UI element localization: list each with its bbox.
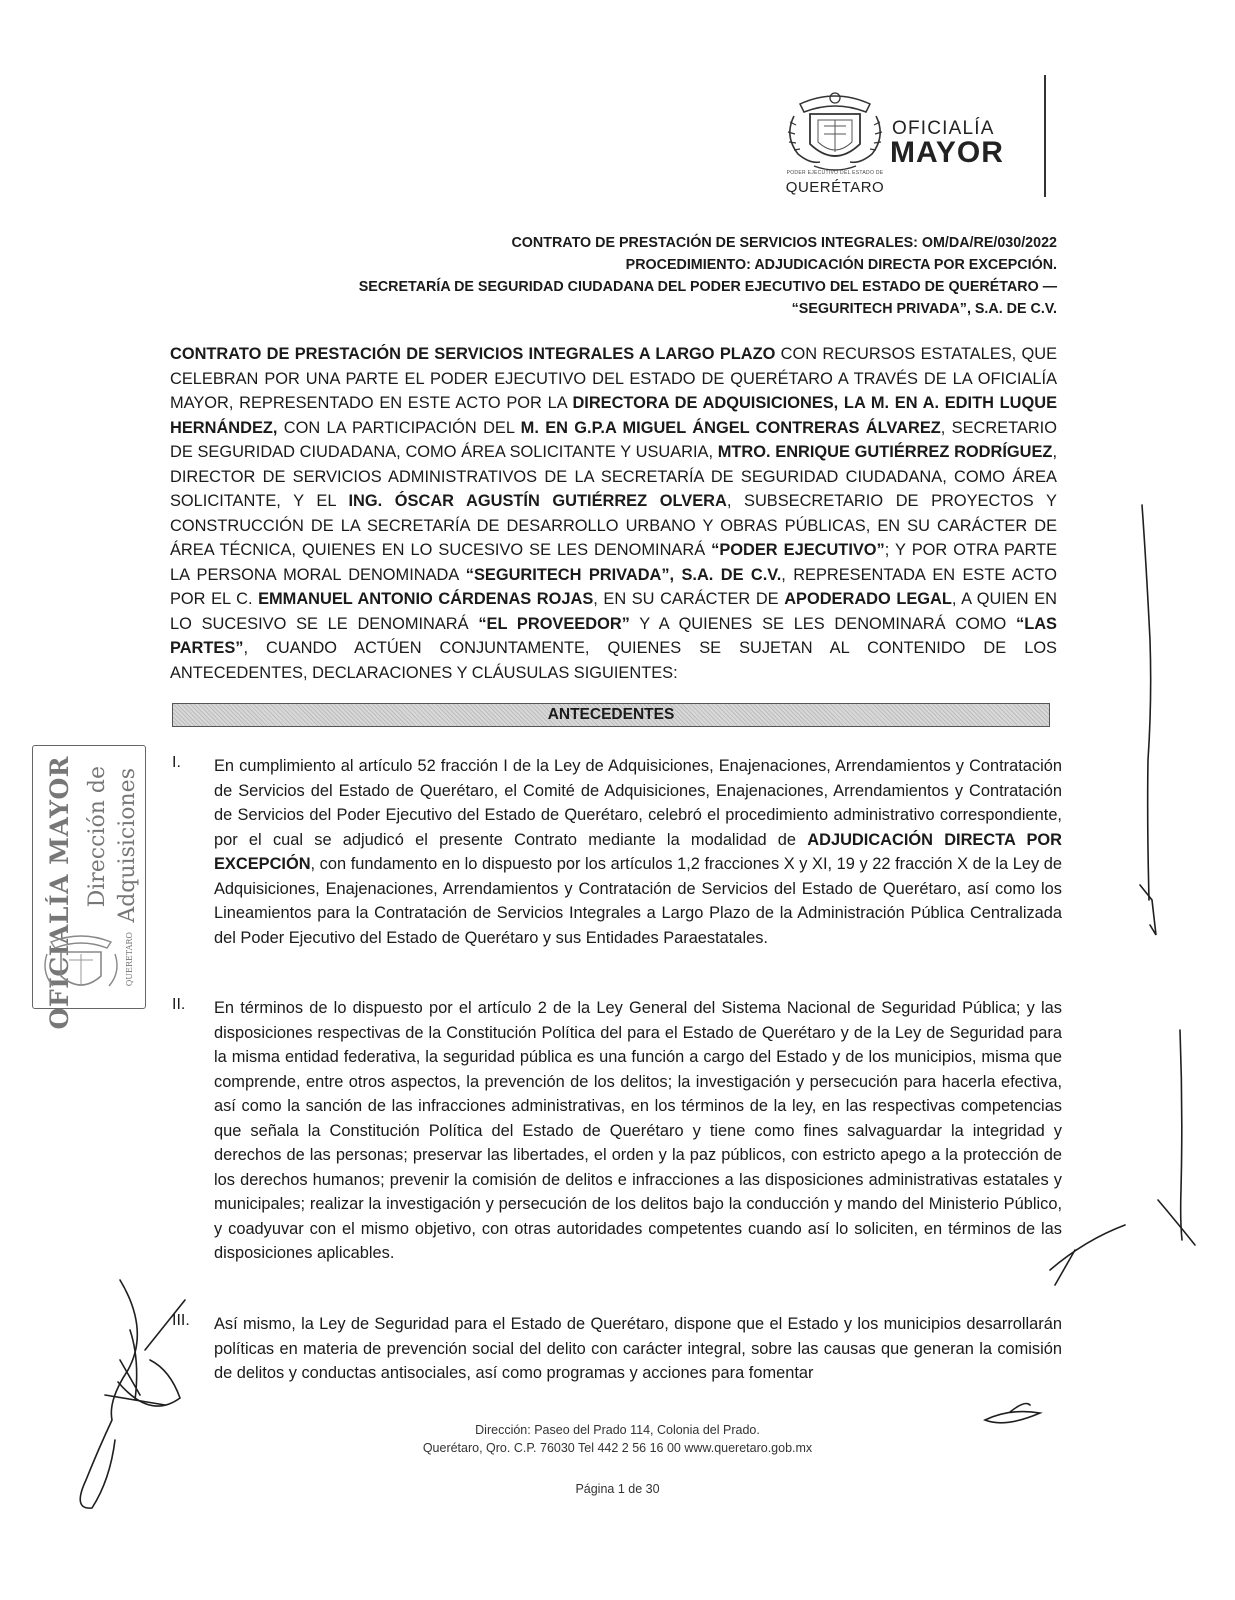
department-stamp <box>32 745 146 1030</box>
item-text: En cumplimiento al artículo 52 fracción I de la Ley de Adquisiciones, Enajenaciones, Arrendamientos y Contratación de Servicios del Estado de Querétaro, el Comité de Adquisiciones, Enajenaciones, Arrendamientos y Contratación de Servicios del Poder Ejecutivo del Estado de Querétaro, celebró el procedimiento administrativo correspondiente, por el cual se adjudicó el presente Contrato mediante la modalidad de ADJUDICACIÓN DIRECTA POR EXCEPCIÓN, con fundamento en lo dispuesto por los artículos 1,2 fracciones X y XI, 19 y 22 fracción X de la Ley de Adquisiciones, Enajenaciones, Arrendamientos y Contratación de Servicios del Estado de Querétaro, así como los Lineamientos para la Contratación de Servicios Integrales a Largo Plazo de la Administración Pública Centralizada del Poder Ejecutivo del Estado de Querétaro y sus Entidades Paraestatales. <box>214 757 1062 947</box>
page-number: Página 1 de 30 <box>575 1482 660 1496</box>
margin-initial-mark-1 <box>1140 885 1156 935</box>
antecedente-item-ii <box>172 996 1062 1266</box>
left-signature-stroke-3 <box>118 1360 180 1406</box>
antecedente-item-iii <box>172 1312 1062 1386</box>
office-name-line1: OFICIALÍA <box>892 118 995 139</box>
item-text: En términos de lo dispuesto por el artículo 2 de la Ley General del Sistema Nacional de Seguridad Pública; y las disposiciones respectivas de la Constitución Política del para el Estado de Querétaro y de la Ley de Seguridad para la misma entidad federativa, la seguridad pública es una función a cargo del Estado y de los municipios, misma que comprende, entre otros aspectos, la prevención de los delitos; la investigación y persecución para hacerla efectiva, así como la sanción de las infracciones administrativas, en los términos de la ley, en las respectivas competencias que señala la Constitución Política del Estado de Querétaro y tiene como fines salvaguardar la integridad y derechos de las personas; preservar las libertades, el orden y la paz públicos, con estricto apego a la protección de los derechos humanos; prevenir la comisión de delitos e infracciones a las disposiciones administrativas estatales y municipales; realizar la investigación y persecución de los delitos bajo la conducción y mando del Ministerio Público, y coadyuvar con el mismo objetivo, con otras autoridades competentes cuando así lo soliciten, en términos de las disposiciones aplicables. <box>214 999 1062 1262</box>
section-title-antecedentes: ANTECEDENTES <box>172 703 1050 727</box>
margin-initial-line-2 <box>1180 1030 1182 1240</box>
logo-caption: PODER EJECUTIVO DEL ESTADO DE <box>786 170 884 176</box>
left-signature-stroke-1 <box>80 1280 137 1508</box>
stamp-line3: Adquisiciones <box>115 768 140 923</box>
provider-line: “SEGURITECH PRIVADA”, S.A. DE C.V. <box>791 301 1057 317</box>
left-signature-stroke-2 <box>105 1330 165 1405</box>
intro-paragraph: CONTRATO DE PRESTACIÓN DE SERVICIOS INTEGRALES A LARGO PLAZO CON RECURSOS ESTATALES, QUE CELEBRAN POR UNA PARTE EL PODER EJECUTIVO DEL ESTADO DE QUERÉTARO A TRAVÉS DE LA OFICIALÍA MAYOR, REPRESENTADO EN ESTE ACTO POR LA DIRECTORA DE ADQUISICIONES, LA M. EN A. EDITH LUQUE HERNÁNDEZ, CON LA PARTICIPACIÓN DEL M. EN G.P.A MIGUEL ÁNGEL CONTRERAS ÁLVAREZ, SECRETARIO DE SEGURIDAD CIUDADANA, COMO ÁREA SOLICITANTE Y USUARIA, MTRO. ENRIQUE GUTIÉRREZ RODRÍGUEZ, DIRECTOR DE SERVICIOS ADMINISTRATIVOS DE LA SECRETARÍA DE SEGURIDAD CIUDADANA, COMO ÁREA SOLICITANTE, Y EL ING. ÓSCAR AGUSTÍN GUTIÉRREZ OLVERA, SUBSECRETARIO DE PROYECTOS Y CONSTRUCCIÓN DE LA SECRETARÍA DE DESARROLLO URBANO Y OBRAS PÚBLICAS, EN SU CARÁCTER DE ÁREA TÉCNICA, QUIENES EN LO SUCESIVO SE LES DENOMINARÁ “PODER EJECUTIVO”; Y POR OTRA PARTE LA PERSONA MORAL DENOMINADA “SEGURITECH PRIVADA”, S.A. DE C.V., REPRESENTADA EN ESTE ACTO POR EL C. EMMANUEL ANTONIO CÁRDENAS ROJAS, EN SU CARÁCTER DE APODERADO LEGAL, A QUIEN EN LO SUCESIVO SE LE DENOMINARÁ “EL PROVEEDOR” Y A QUIENES SE LES DENOMINARÁ COMO “LAS PARTES”, CUANDO ACTÚEN CONJUNTAMENTE, QUIENES SE SUJETAN AL CONTENIDO DE LOS ANTECEDENTES, DECLARACIONES Y CLÁUSULAS SIGUIENTES: <box>170 345 1058 682</box>
stamp-line2: Dirección de <box>85 766 110 908</box>
item-number: II. <box>172 996 186 1013</box>
stamp-seal-icon <box>41 932 121 1000</box>
procedure-line: PROCEDIMIENTO: ADJUDICACIÓN DIRECTA POR EXCEPCIÓN. <box>625 257 1057 273</box>
footer-address-line2: Querétaro, Qro. C.P. 76030 Tel 442 2 56 16 00 www.queretaro.gob.mx <box>422 1441 813 1455</box>
margin-initial-line-1 <box>1142 505 1151 900</box>
coat-of-arms-icon <box>780 86 890 176</box>
bottom-initial-mark <box>985 1404 1040 1423</box>
item-number: III. <box>172 1312 190 1329</box>
margin-initial-mark-2 <box>1158 1200 1195 1245</box>
item-number: I. <box>172 754 181 771</box>
item-text: Así mismo, la Ley de Seguridad para el Estado de Querétaro, dispone que el Estado y los municipios desarrollarán políticas en materia de prevención social del delito con carácter integral, sobre las causas que generan la comisión de delitos y conductas antisociales, así como programas y acciones para fomentar <box>214 1315 1062 1382</box>
office-name-line2: MAYOR <box>890 136 1004 169</box>
requesting-agency-line: SECRETARÍA DE SEGURIDAD CIUDADANA DEL PODER EJECUTIVO DEL ESTADO DE QUERÉTARO — <box>358 279 1057 295</box>
stamp-line1: OFICIALÍA MAYOR <box>45 756 74 1030</box>
footer-address-line1: Dirección: Paseo del Prado 114, Colonia del Prado. <box>475 1423 760 1437</box>
state-coat-of-arms-logo <box>780 86 890 201</box>
logo-state-name: QUERÉTARO <box>785 179 885 196</box>
antecedente-item-i <box>172 754 1062 950</box>
contract-reference-block <box>359 232 1057 320</box>
header-divider <box>1044 75 1046 197</box>
stamp-seal-text: QUERÉTARO <box>125 932 134 987</box>
contract-number-line: CONTRATO DE PRESTACIÓN DE SERVICIOS INTEGRALES: OM/DA/RE/030/2022 <box>511 235 1057 251</box>
